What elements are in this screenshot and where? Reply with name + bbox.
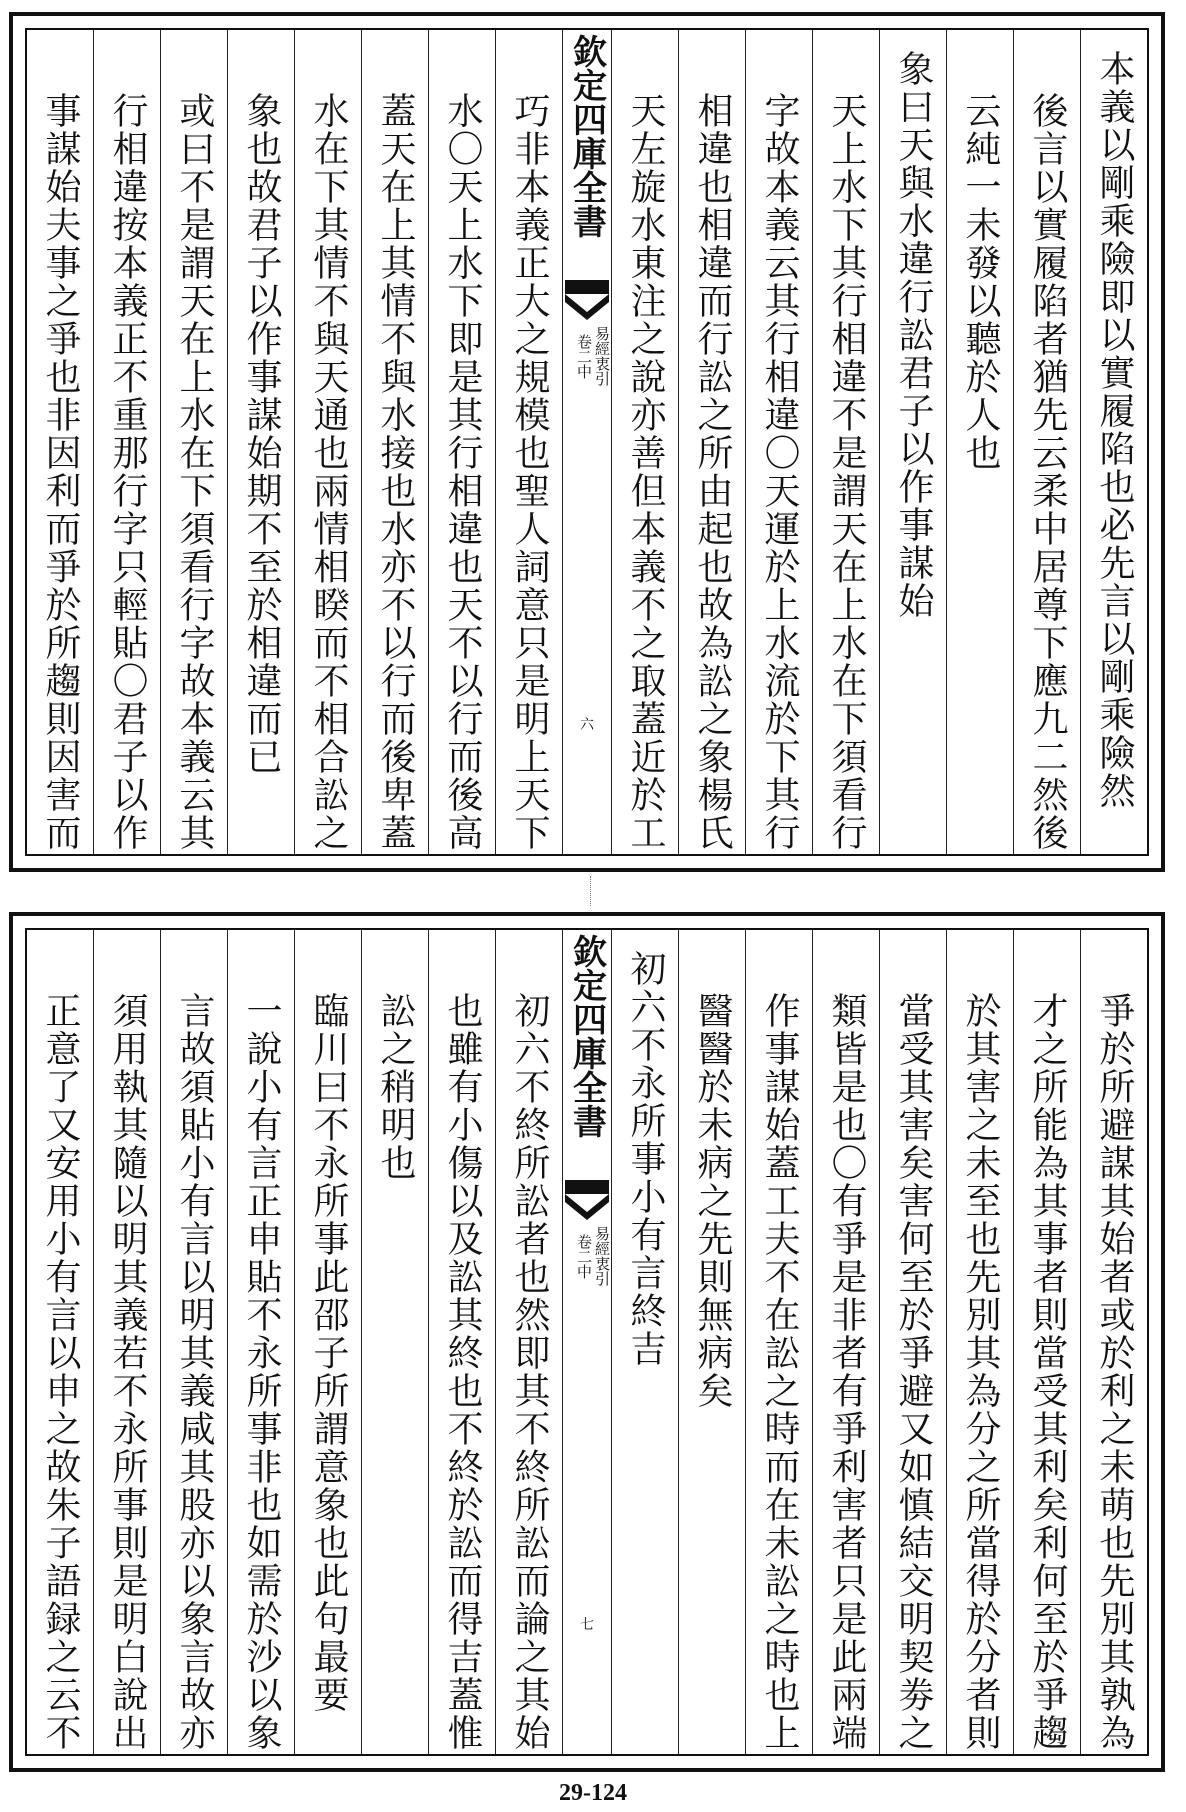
text-column: 云純一未發以聽於人也 — [946, 30, 1013, 854]
text-column: 爭於所避謀其始者或於利之未萌也先別其孰為 — [1080, 930, 1147, 1754]
collection-title: 欽定四庫全書 — [566, 34, 607, 238]
leaf-number: 七 — [580, 1617, 594, 1633]
center-fold — [562, 30, 611, 854]
text-column: 事謀始夫事之爭也非因利而爭於所趨則因害而 — [40, 92, 81, 852]
text-column: 天左旋水東注之說亦善但本義不之取蓋近於工 — [611, 30, 678, 854]
text-column: 行相違按本義正不重那行字只輕貼〇君子以作 — [93, 30, 160, 854]
gutter-divider — [590, 876, 591, 906]
volume-label: 卷二中 — [575, 1233, 593, 1279]
text-column: 巧非本義正大之規模也聖人詞意只是明上天下 — [495, 30, 562, 854]
text-column: 才之所能為其事者則當受其利矣利何至於爭趨 — [1013, 930, 1080, 1754]
text-column: 初六不永所事小有言終吉 — [611, 930, 678, 1754]
text-column: 相違也相違而行訟之所由起也故為訟之象楊氏 — [678, 30, 745, 854]
book-info — [563, 326, 611, 386]
collection-title: 欽定四庫全書 — [566, 934, 607, 1138]
text-column: 天上水下其行相違不是謂天在上水在下須看行 — [812, 30, 879, 854]
text-column: 類皆是也〇有爭是非者有爭利害者只是此兩端 — [812, 930, 879, 1754]
text-column: 也雖有小傷以及訟其終也不終於訟而得吉蓋惟 — [428, 930, 495, 1754]
bottom-page-frame — [25, 928, 1149, 1756]
center-fold — [562, 930, 611, 1754]
book-title: 易經衷引 — [593, 1226, 611, 1286]
text-column: 字故本義云其行相違〇天運於上水流於下其行 — [745, 30, 812, 854]
text-column: 象也故君子以作事謀始期不至於相違而已 — [227, 30, 294, 854]
text-column: 言故須貼小有言以明其義咸其股亦以象言故亦 — [160, 930, 227, 1754]
text-column: 作事謀始蓋工夫不在訟之時而在未訟之時也上 — [745, 930, 812, 1754]
text-column: 一說小有言正申貼不永所事非也如需於沙以象 — [227, 930, 294, 1754]
text-column: 須用執其隨以明其義若不永所事則是明白說出 — [93, 930, 160, 1754]
volume-label: 卷二中 — [575, 333, 593, 379]
fishtail-ornament-icon — [565, 280, 609, 320]
text-column: 臨川曰不永所事此邵子所謂意象也此句最要 — [294, 930, 361, 1754]
book-info — [563, 1226, 611, 1286]
text-column: 醫醫於未病之先則無病矣 — [678, 930, 745, 1754]
text-column: 水在下其情不與天通也兩情相睽而不相合訟之 — [294, 30, 361, 854]
text-column: 正意了又安用小有言以申之故朱子語録之云不 — [40, 992, 81, 1752]
leaf-number: 六 — [580, 717, 594, 733]
text-column: 或曰不是謂天在上水在下須看行字故本義云其 — [160, 30, 227, 854]
top-page-frame — [25, 28, 1149, 856]
top-page — [9, 12, 1165, 872]
text-column: 蓋天在上其情不與水接也水亦不以行而後卑蓋 — [361, 30, 428, 854]
text-column: 後言以實履陷者猶先云柔中居尊下應九二然後 — [1013, 30, 1080, 854]
bottom-page — [9, 912, 1165, 1772]
text-column: 於其害之未至也先別其為分之所當得於分者則 — [946, 930, 1013, 1754]
book-title: 易經衷引 — [593, 326, 611, 386]
fishtail-ornament-icon — [565, 1180, 609, 1220]
text-column: 象曰天與水違行訟君子以作事謀始 — [879, 30, 946, 854]
text-column: 初六不終所訟者也然即其不終所訟而論之其始 — [495, 930, 562, 1754]
text-column: 本義以剛乘險即以實履陷也必先言以剛乘險然 — [1080, 30, 1147, 854]
text-column: 當受其害矣害何至於爭避又如慎結交明契劵之 — [879, 930, 946, 1754]
text-column: 訟之稍明也 — [361, 930, 428, 1754]
page-number: 29-124 — [559, 1780, 627, 1806]
text-column: 水〇天上水下即是其行相違也天不以行而後高 — [428, 30, 495, 854]
